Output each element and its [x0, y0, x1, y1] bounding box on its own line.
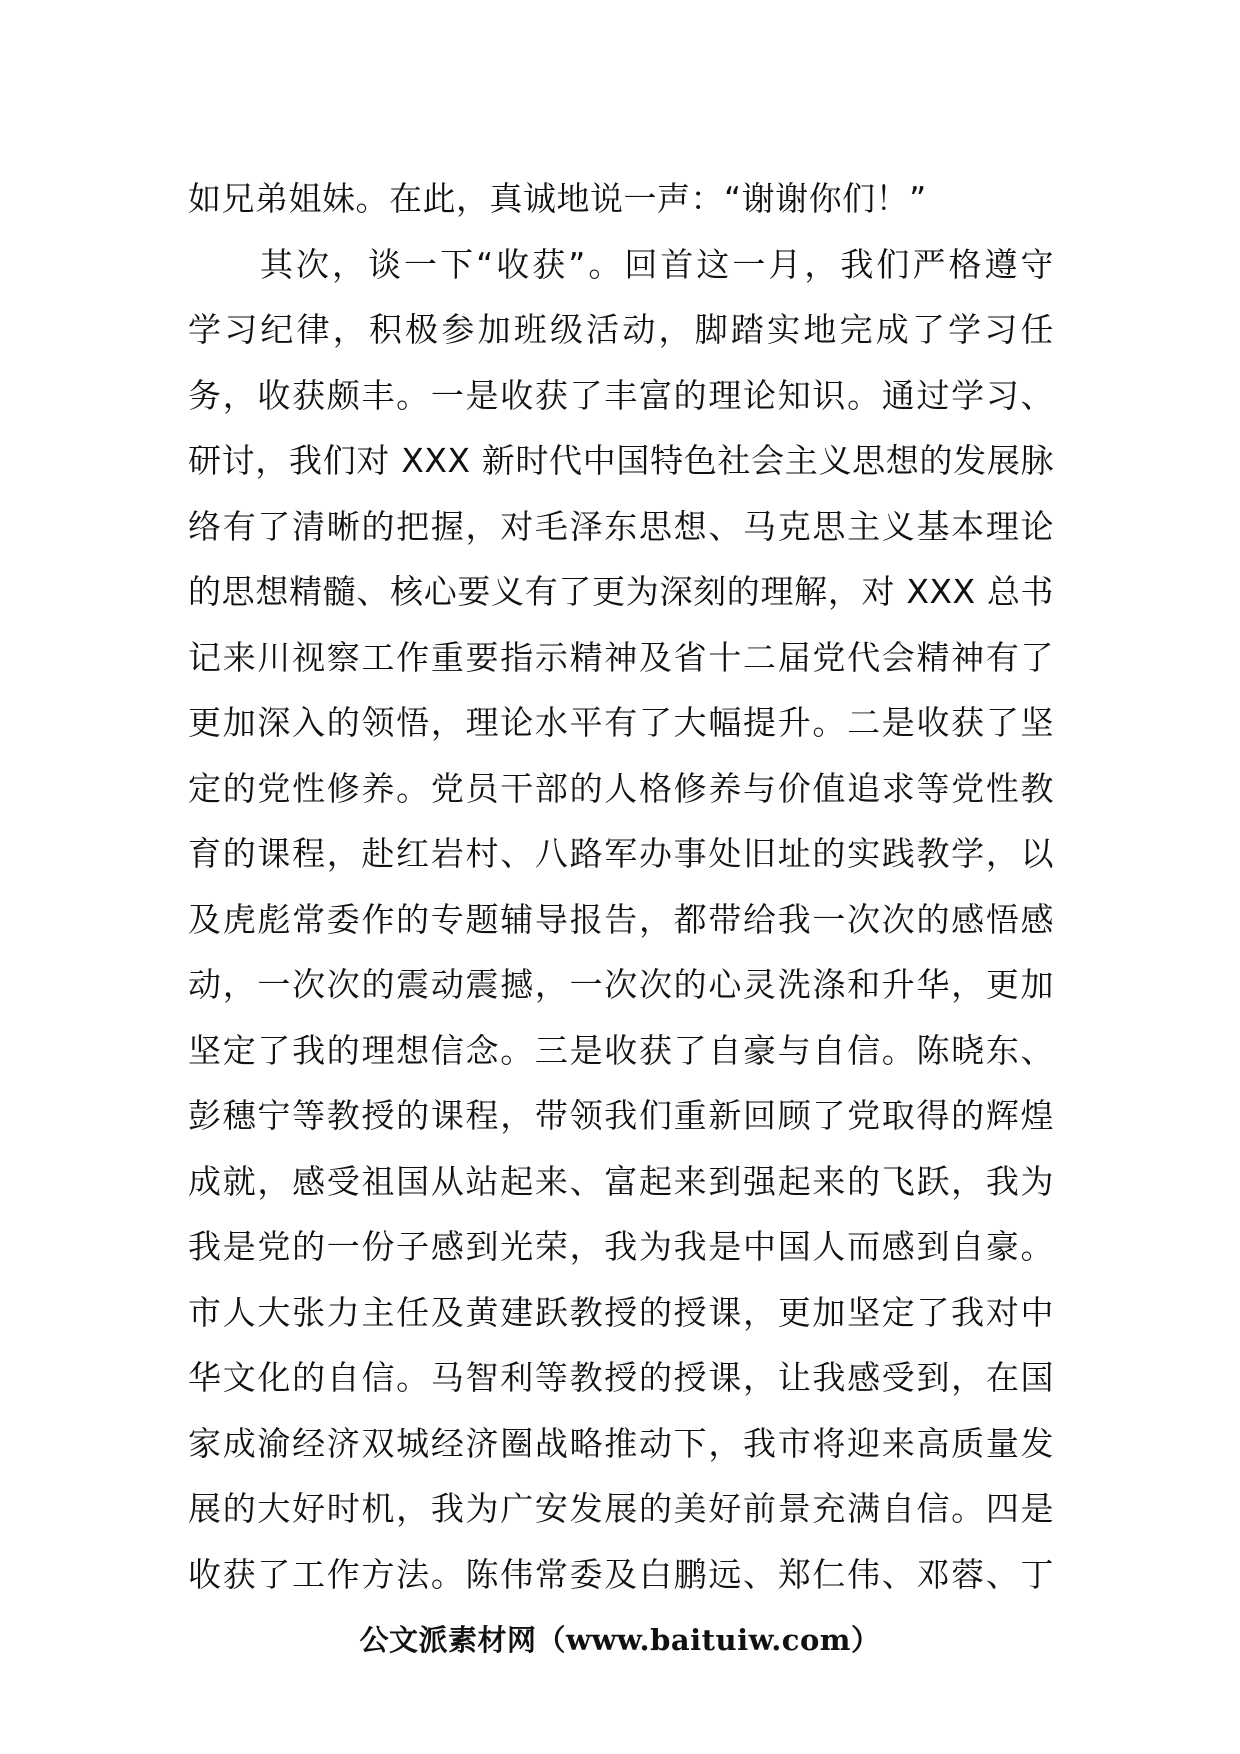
- text-line: 及虎彪常委作的专题辅导报告，都带给我一次次的感悟感: [188, 899, 1054, 939]
- text-line: 成就，感受祖国从站起来、富起来到强起来的飞跃，我为: [188, 1161, 1054, 1201]
- text-line: 我是党的一份子感到光荣，我为我是中国人而感到自豪。: [188, 1227, 1054, 1266]
- text-line: 如兄弟姐妹。在此，真诚地说一声：“谢谢你们！”: [188, 179, 927, 218]
- body-text: [188, 166, 1054, 1607]
- text-line: 定的党性修养。党员干部的人格修养与价值追求等党性教: [188, 768, 1054, 808]
- text-line: 展的大好时机，我为广安发展的美好前景充满自信。四是: [188, 1489, 1054, 1528]
- text-line: 学习纪律，积极参加班级活动，脚踏实地完成了学习任: [188, 310, 1054, 349]
- text-line: 育的课程，赴红岩村、八路军办事处旧址的实践教学，以: [188, 834, 1054, 873]
- text-line: 研讨，我们对 XXX 新时代中国特色社会主义思想的发展脉: [188, 441, 1054, 480]
- text-line: 务，收获颇丰。一是收获了丰富的理论知识。通过学习、: [188, 375, 1054, 415]
- text-line: 彭穗宁等教授的课程，带领我们重新回顾了党取得的辉煌: [188, 1096, 1054, 1135]
- text-line: 更加深入的领悟，理论水平有了大幅提升。二是收获了坚: [188, 703, 1054, 742]
- text-line: 家成渝经济双城经济圈战略推动下，我市将迎来高质量发: [188, 1423, 1054, 1463]
- text-line: 华文化的自信。马智利等教授的授课，让我感受到，在国: [188, 1358, 1054, 1397]
- text-line: 坚定了我的理想信念。三是收获了自豪与自信。陈晓东、: [188, 1030, 1054, 1070]
- text-line: 络有了清晰的把握，对毛泽东思想、马克思主义基本理论: [188, 506, 1054, 546]
- text-line: 收获了工作方法。陈伟常委及白鹏远、郑仁伟、邓蓉、丁: [188, 1554, 1054, 1594]
- text-line: 动，一次次的震动震撼，一次次的心灵洗涤和升华，更加: [188, 965, 1054, 1004]
- text-line: 记来川视察工作重要指示精神及省十二届党代会精神有了: [188, 637, 1054, 677]
- footer-watermark: 公文派素材网（www.baituiw.com）: [359, 1623, 881, 1657]
- text-line: 的思想精髓、核心要义有了更为深刻的理解，对 XXX 总书: [188, 572, 1054, 611]
- text-line: 市人大张力主任及黄建跃教授的授课，更加坚定了我对中: [188, 1292, 1054, 1332]
- text-line: 其次，谈一下“收获”。回首这一月，我们严格遵守: [260, 244, 1054, 284]
